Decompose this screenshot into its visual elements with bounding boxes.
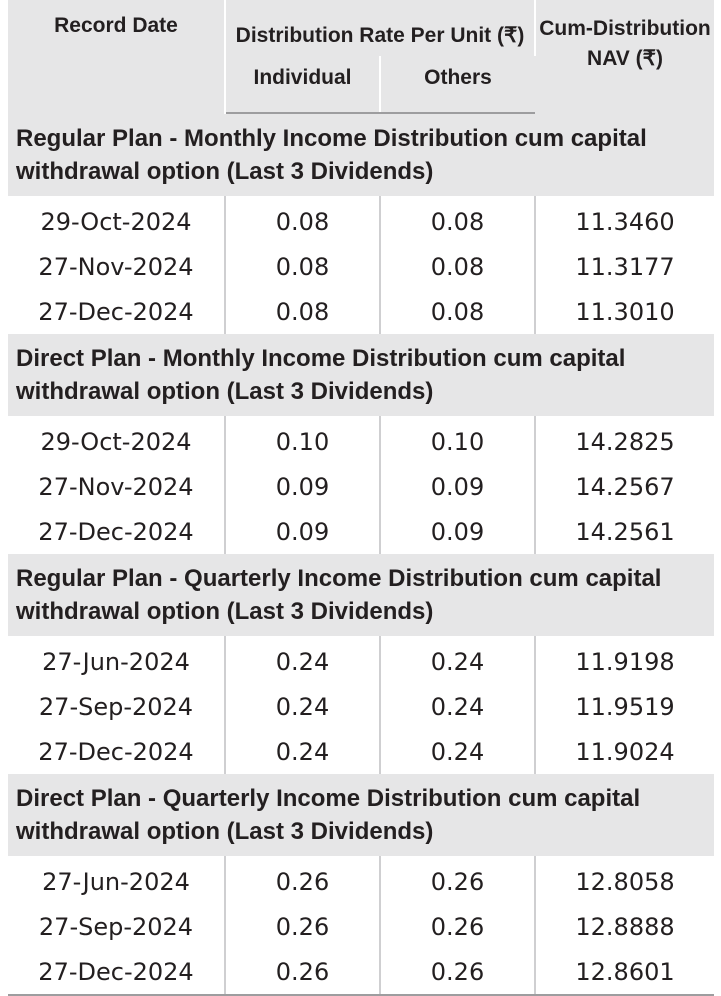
others-rate-cell: 0.09	[380, 509, 535, 554]
table-row	[8, 636, 714, 684]
others-rate-cell: 0.24	[380, 729, 535, 774]
table-row	[8, 684, 714, 729]
individual-rate-cell: 0.26	[225, 949, 380, 995]
header-cum-distribution-nav: Cum-Distribution NAV (₹)	[535, 0, 714, 113]
table-row	[8, 289, 714, 334]
header-others: Others	[380, 56, 535, 113]
table-row	[8, 244, 714, 289]
individual-rate-cell: 0.09	[225, 509, 380, 554]
nav-cell: 11.3177	[575, 252, 675, 281]
record-date-cell: 27-Nov-2024	[8, 244, 225, 289]
nav-cell: 14.2561	[575, 517, 675, 546]
individual-rate-cell: 0.08	[225, 244, 380, 289]
section-header	[8, 334, 714, 416]
others-rate-cell: 0.09	[380, 464, 535, 509]
others-rate-cell: 0.26	[380, 904, 535, 949]
record-date-cell: 27-Sep-2024	[8, 684, 225, 729]
others-rate-cell: 0.08	[380, 244, 535, 289]
nav-cell: 11.3010	[575, 297, 675, 326]
table-row	[8, 729, 714, 774]
record-date-cell: 27-Dec-2024	[8, 509, 225, 554]
header-record-date: Record Date	[8, 0, 225, 113]
others-rate-cell: 0.26	[380, 856, 535, 904]
individual-rate-cell: 0.24	[225, 729, 380, 774]
header-distribution-rate: Distribution Rate Per Unit (₹)	[225, 0, 535, 56]
others-rate-cell: 0.08	[380, 289, 535, 334]
dividend-history-table	[8, 0, 714, 996]
table-row	[8, 509, 714, 554]
table-row	[8, 904, 714, 949]
section-title: Regular Plan - Monthly Income Distribution cum capital withdrawal option (Last 3 Dividends)	[8, 113, 714, 196]
individual-rate-cell: 0.24	[225, 684, 380, 729]
table-header	[8, 0, 714, 113]
record-date-cell: 27-Sep-2024	[8, 904, 225, 949]
individual-rate-cell: 0.10	[225, 416, 380, 464]
nav-cell: 14.2825	[575, 427, 675, 456]
nav-cell: 12.8888	[575, 912, 675, 941]
record-date-cell: 27-Dec-2024	[8, 949, 225, 995]
nav-cell: 11.9519	[575, 692, 675, 721]
record-date-cell: 27-Nov-2024	[8, 464, 225, 509]
section-header	[8, 774, 714, 856]
section-title: Regular Plan - Quarterly Income Distribution cum capital withdrawal option (Last 3 Dividends)	[8, 554, 714, 636]
record-date-cell: 29-Oct-2024	[8, 416, 225, 464]
nav-cell: 14.2567	[575, 472, 675, 501]
table-body	[8, 113, 714, 995]
nav-cell: 12.8058	[575, 867, 675, 896]
nav-cell: 11.9198	[575, 647, 675, 676]
others-rate-cell: 0.24	[380, 684, 535, 729]
others-rate-cell: 0.24	[380, 636, 535, 684]
nav-cell: 12.8601	[535, 949, 714, 995]
table-row	[8, 949, 714, 995]
section-title: Direct Plan - Quarterly Income Distribution cum capital withdrawal option (Last 3 Dividends)	[8, 774, 714, 856]
nav-cell: 11.9024	[575, 737, 675, 766]
individual-rate-cell: 0.08	[225, 196, 380, 244]
record-date-cell: 27-Dec-2024	[8, 289, 225, 334]
section-title: Direct Plan - Monthly Income Distribution cum capital withdrawal option (Last 3 Dividends)	[8, 334, 714, 416]
nav-cell: 11.3460	[575, 207, 675, 236]
record-date-cell: 27-Jun-2024	[8, 636, 225, 684]
others-rate-cell: 0.10	[380, 416, 535, 464]
section-header	[8, 554, 714, 636]
record-date-cell: 27-Dec-2024	[8, 729, 225, 774]
individual-rate-cell: 0.09	[225, 464, 380, 509]
header-individual: Individual	[225, 56, 380, 113]
record-date-cell: 29-Oct-2024	[8, 196, 225, 244]
others-rate-cell: 0.08	[380, 196, 535, 244]
individual-rate-cell: 0.26	[225, 904, 380, 949]
table-row	[8, 196, 714, 244]
others-rate-cell: 0.26	[380, 949, 535, 995]
section-header	[8, 113, 714, 196]
table-row	[8, 856, 714, 904]
record-date-cell: 27-Jun-2024	[8, 856, 225, 904]
individual-rate-cell: 0.26	[225, 856, 380, 904]
individual-rate-cell: 0.08	[225, 289, 380, 334]
table-row	[8, 416, 714, 464]
table-row	[8, 464, 714, 509]
individual-rate-cell: 0.24	[225, 636, 380, 684]
